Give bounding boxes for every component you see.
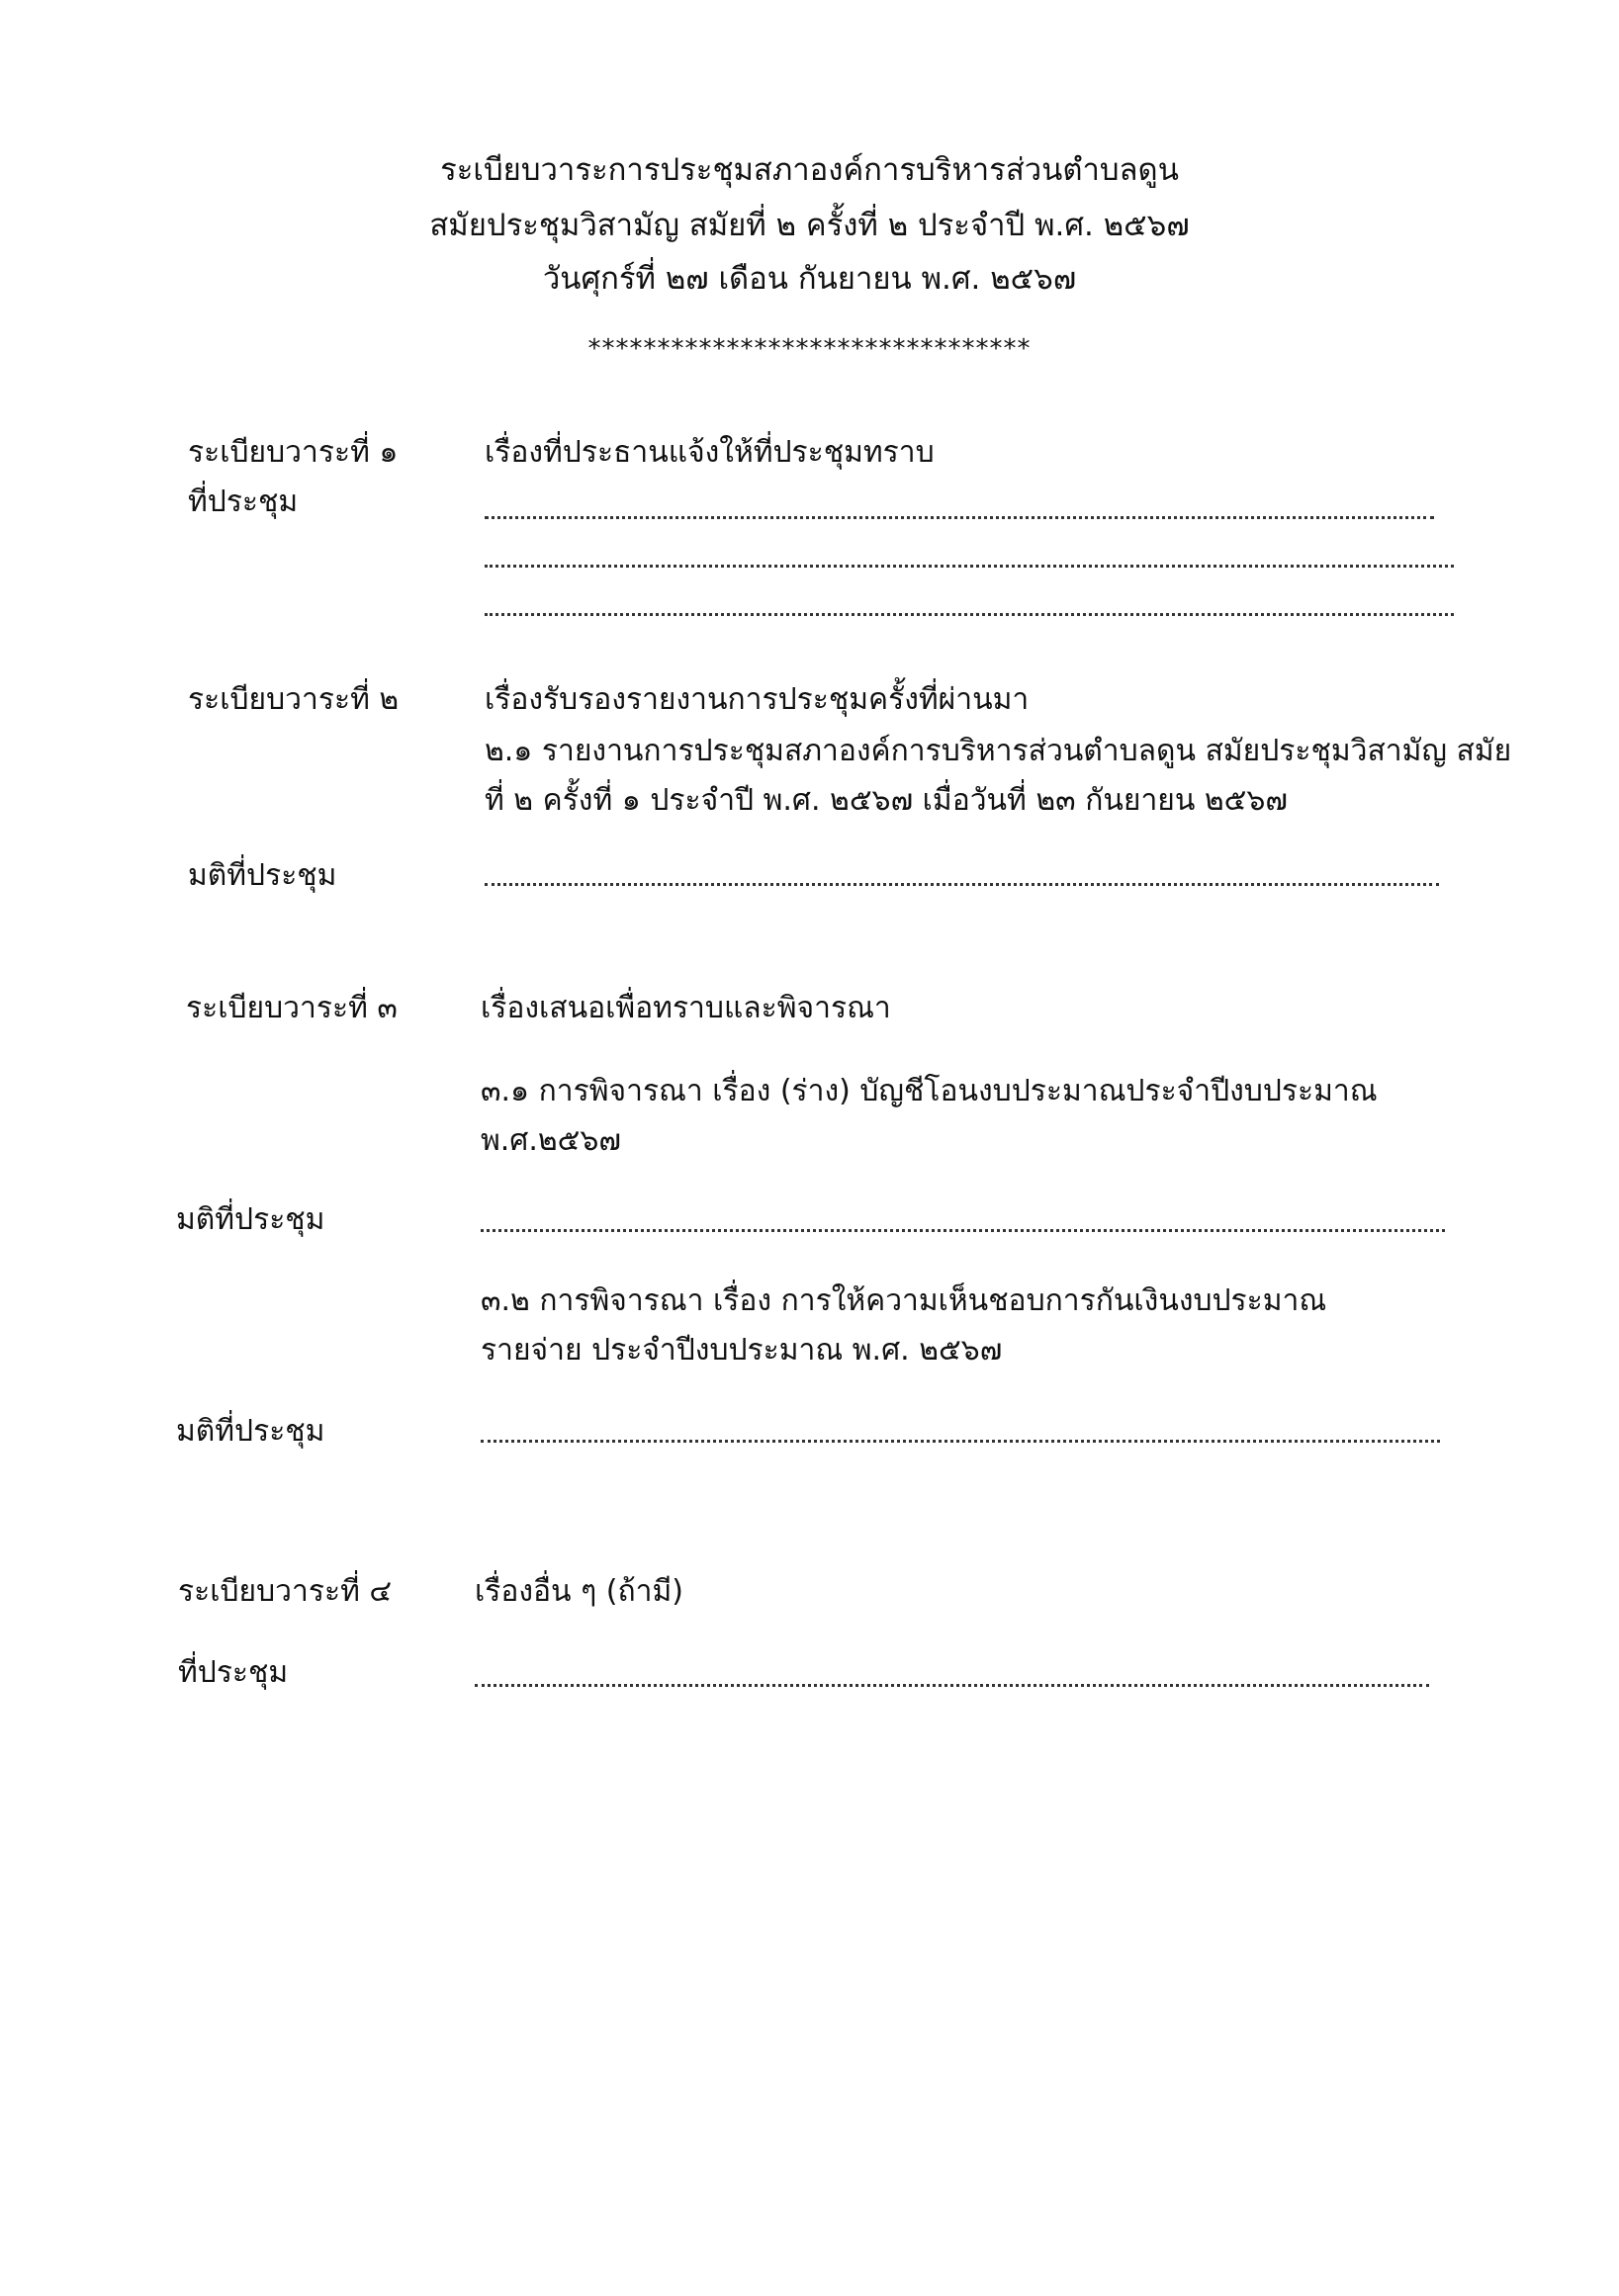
header-date: วันศุกร์ที่ ๒๗ เดือน กันยายน พ.ศ. ๒๕๖๗ bbox=[542, 261, 1077, 297]
agenda-2-item-line-2: ที่ ๒ ครั้งที่ ๑ ประจำปี พ.ศ. ๒๕๖๗ เมื่อวันที่ ๒๓ กันยายน ๒๕๖๗ bbox=[485, 783, 1288, 818]
agenda-2-resolution-label: มติที่ประชุม bbox=[188, 858, 337, 893]
agenda-3-blank-line-2 bbox=[481, 1440, 1440, 1443]
agenda-2-blank-line bbox=[485, 883, 1439, 886]
agenda-1-heading: ระเบียบวาระที่ ๑ bbox=[188, 435, 399, 470]
header-session: สมัยประชุมวิสามัญ สมัยที่ ๒ ครั้งที่ ๒ ประจำปี พ.ศ. ๒๕๖๗ bbox=[429, 208, 1190, 243]
agenda-4-resolution-label: ที่ประชุม bbox=[178, 1655, 289, 1690]
agenda-2-subject: เรื่องรับรองรายงานการประชุมครั้งที่ผ่านมา bbox=[485, 682, 1030, 717]
agenda-4-blank-line bbox=[475, 1684, 1429, 1687]
agenda-2-item-line-1: ๒.๑ รายงานการประชุมสภาองค์การบริหารส่วนตำบลดูน สมัยประชุมวิสามัญ สมัย bbox=[485, 734, 1512, 768]
agenda-4-subject: เรื่องอื่น ๆ (ถ้ามี) bbox=[475, 1574, 683, 1609]
agenda-3-resolution-2-label: มติที่ประชุม bbox=[176, 1414, 325, 1449]
agenda-1-blank-line-3 bbox=[485, 613, 1454, 616]
agenda-3-item-2-line-2: รายจ่าย ประจำปีงบประมาณ พ.ศ. ๒๕๖๗ bbox=[481, 1333, 1003, 1368]
header-separator: ******************************** bbox=[587, 334, 1032, 364]
agenda-3-subject: เรื่องเสนอเพื่อทราบและพิจารณา bbox=[481, 991, 891, 1025]
agenda-3-item-1-line-1: ๓.๑ การพิจารณา เรื่อง (ร่าง) บัญชีโอนงบประมาณประจำปีงบประมาณ bbox=[481, 1074, 1378, 1108]
agenda-3-item-1-line-2: พ.ศ.๒๕๖๗ bbox=[481, 1123, 621, 1158]
agenda-1-blank-line-2 bbox=[485, 565, 1454, 568]
agenda-3-heading: ระเบียบวาระที่ ๓ bbox=[186, 991, 398, 1025]
agenda-2-heading: ระเบียบวาระที่ ๒ bbox=[188, 682, 400, 717]
agenda-3-resolution-1-label: มติที่ประชุม bbox=[176, 1202, 325, 1237]
agenda-1-blank-line-1 bbox=[485, 516, 1434, 519]
agenda-3-blank-line-1 bbox=[481, 1229, 1445, 1232]
agenda-1-resolution-label: ที่ประชุม bbox=[188, 485, 299, 519]
agenda-3-item-2-line-1: ๓.๒ การพิจารณา เรื่อง การให้ความเห็นชอบการกันเงินงบประมาณ bbox=[481, 1283, 1327, 1318]
agenda-1-subject: เรื่องที่ประธานแจ้งให้ที่ประชุมทราบ bbox=[485, 435, 935, 470]
agenda-4-heading: ระเบียบวาระที่ ๔ bbox=[178, 1574, 393, 1609]
header-title: ระเบียบวาระการประชุมสภาองค์การบริหารส่วนตำบลดูน bbox=[440, 152, 1179, 188]
